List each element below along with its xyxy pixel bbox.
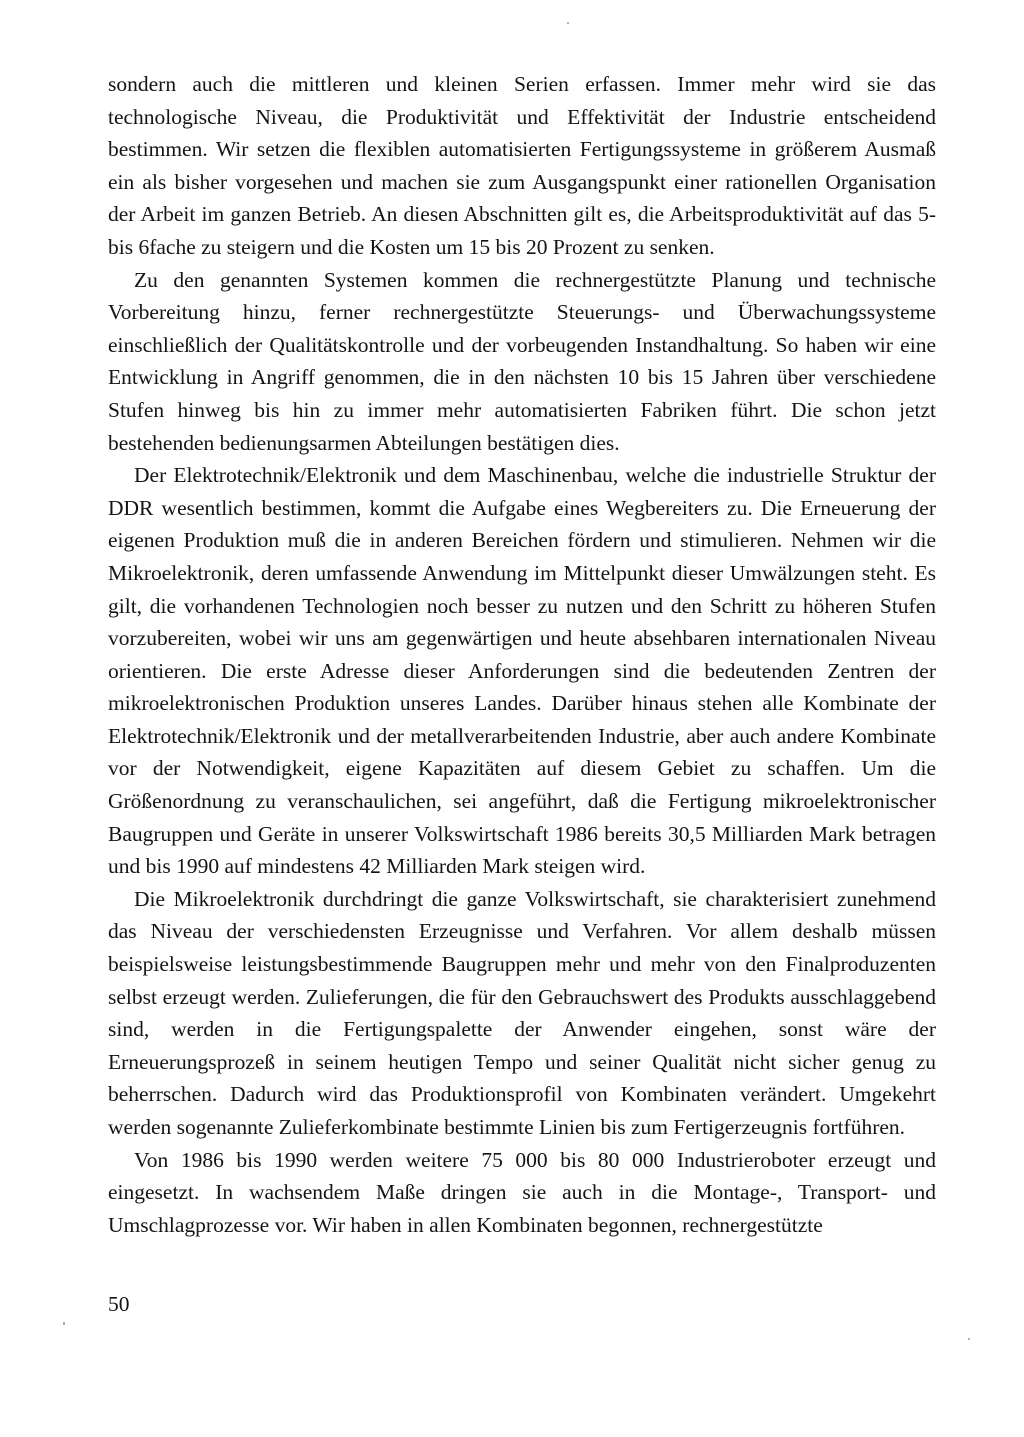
scan-speck: [968, 1338, 970, 1340]
paragraph-4: Die Mikroelektronik durchdringt die ganze Volkswirtschaft, sie charakterisiert zunehmend das Niveau der verschiedensten Erzeugnisse und Verfahren. Vor allem deshalb müssen beispielsweise leistungsbestimmende Baugruppen mehr und mehr von den Finalproduzenten selbst erzeugt werden. Zulieferungen, die für den Gebrauchswert des Produkts ausschlaggebend sind, werden in die Fertigungspalette der Anwender eingehen, sonst wäre der Erneuerungsprozeß in seinem heutigen Tempo und seiner Qualität nicht sicher genug zu beherrschen. Dadurch wird das Produktionsprofil von Kombinaten verändert. Umgekehrt werden sogenannte Zulieferkombinate bestimmte Linien bis zum Fertigerzeugnis fortführen.: [108, 886, 936, 1139]
body-text: [108, 68, 936, 1241]
paragraph-1: sondern auch die mittleren und kleinen Serien erfassen. Immer mehr wird sie das technologische Niveau, die Produktivität und Effektivität der Industrie entscheidend bestimmen. Wir setzen die flexiblen automatisierten Fertigungssysteme in größerem Ausmaß ein als bisher vorgesehen und machen sie zum Ausgangspunkt einer rationellen Organisation der Arbeit im ganzen Betrieb. An diesen Abschnitten gilt es, die Arbeitsproduktivität auf das 5- bis 6fache zu steigern und die Kosten um 15 bis 20 Prozent zu senken.: [108, 72, 936, 259]
paragraph-2: Zu den genannten Systemen kommen die rechnergestützte Planung und technische Vorbereitung hinzu, ferner rechnergestützte Steuerungs- und Überwachungssysteme einschließlich der Qualitätskontrolle und der vorbeugenden Instandhaltung. So haben wir eine Entwicklung in Angriff genommen, die in den nächsten 10 bis 15 Jahren über verschiedene Stufen hinweg bis hin zu immer mehr automatisierten Fabriken führt. Die schon jetzt bestehenden bedienungsarmen Abteilungen bestätigen dies.: [108, 267, 936, 455]
paragraph-5: Von 1986 bis 1990 werden weitere 75 000 bis 80 000 Industrieroboter erzeugt und eingesetzt. In wachsendem Maße dringen sie auch in die Montage-, Transport- und Umschlagprozesse vor. Wir haben in allen Kombinaten begonnen, rechnergestützte: [108, 1147, 936, 1237]
scan-speck: [567, 22, 569, 24]
page-number: 50: [108, 1292, 130, 1316]
scan-speck: [63, 1322, 65, 1325]
paragraph-3: Der Elektrotechnik/Elektronik und dem Maschinenbau, welche die industrielle Struktur der DDR wesentlich bestimmen, kommt die Aufgabe eines Wegbereiters zu. Die Erneuerung der eigenen Produktion muß die in anderen Bereichen fördern und stimulieren. Nehmen wir die Mikroelektronik, deren umfassende Anwendung im Mittelpunkt dieser Umwälzungen steht. Es gilt, die vorhandenen Technologien noch besser zu nutzen und den Schritt zu höheren Stufen vorzubereiten, wobei wir uns am gegenwärtigen und heute absehbaren internationalen Niveau orientieren. Die erste Adresse dieser Anforderungen sind die bedeutenden Zentren der mikroelektronischen Produktion unseres Landes. Darüber hinaus stehen alle Kombinate der Elektrotechnik/Elektronik und der metallverarbeitenden Industrie, aber auch andere Kombinate vor der Notwendigkeit, eigene Kapazitäten auf diesem Gebiet zu schaffen. Um die Größenordnung zu veranschaulichen, sei angeführt, daß die Fertigung mikroelektronischer Baugruppen und Geräte in unserer Volkswirtschaft 1986 bereits 30,5 Milliarden Mark betragen und bis 1990 auf mindestens 42 Milliarden Mark steigen wird.: [108, 463, 936, 879]
